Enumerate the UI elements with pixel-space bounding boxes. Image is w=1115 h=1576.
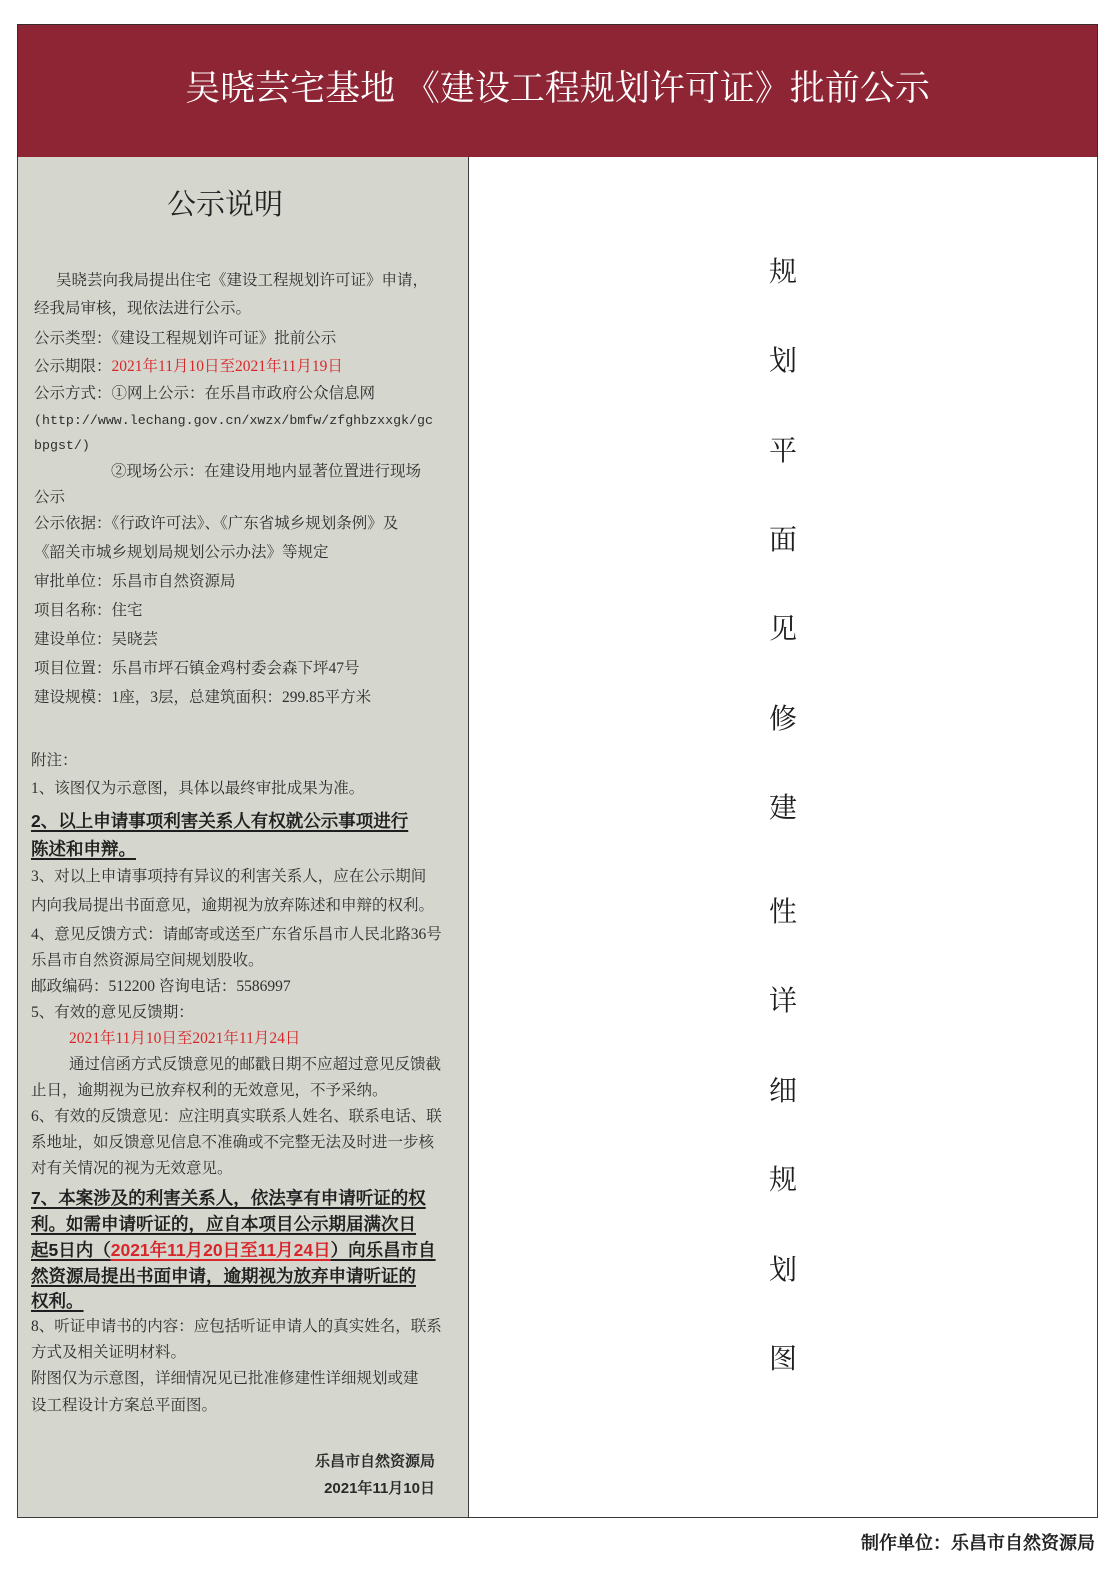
publicity-method-line: 公示方式：①网上公示：在乐昌市政府公众信息网: [34, 385, 376, 402]
postal-contact: 邮政编码：512200 咨询电话：5586997: [31, 978, 291, 995]
notice-panel: [17, 157, 469, 1518]
notes-label: 附注：: [31, 752, 78, 769]
note-6-line: 对有关情况的视为无效意见。: [31, 1160, 233, 1177]
publicity-basis-line: 《韶关市城乡规划局规划公示办法》等规定: [34, 544, 329, 561]
publicity-period-dates: 2021年11月10日至2021年11月19日: [111, 358, 343, 375]
note-7-line: 7、本案涉及的利害关系人，依法享有申请听证的权: [31, 1188, 426, 1208]
note-1: 1、该图仅为示意图，具体以最终审批成果为准。: [31, 780, 365, 797]
note-3-line: 3、对以上申请事项持有异议的利害关系人，应在公示期间: [31, 868, 427, 885]
note-7-line: 权利。: [31, 1291, 84, 1311]
closing-line: 设工程设计方案总平面图。: [31, 1397, 218, 1414]
feedback-period-dates: 2021年11月10日至2021年11月24日: [69, 1030, 301, 1047]
note-5-line: 通过信函方式反馈意见的邮戳日期不应超过意见反馈截: [69, 1056, 442, 1073]
plan-caption-char: 平: [768, 436, 797, 467]
plan-area: [469, 157, 1098, 1518]
plan-caption-char: 细: [768, 1076, 797, 1107]
approver: 审批单位：乐昌市自然资源局: [34, 573, 236, 590]
plan-caption-char: 修: [768, 704, 797, 735]
publicity-period: [34, 354, 343, 380]
publicity-method-line: ②现场公示：在建设用地内显著位置进行现场: [111, 463, 422, 480]
note-7-line: [31, 1237, 436, 1263]
note-7-text: 起5日内（: [31, 1240, 111, 1260]
publicity-basis-line: 公示依据：《行政许可法》、《广东省城乡规划条例》及: [34, 515, 399, 532]
plan-caption-char: 划: [768, 1255, 797, 1286]
intro-line: 吴晓芸向我局提出住宅《建设工程规划许可证》申请，: [56, 272, 429, 289]
note-2-line: 陈述和申辩。: [31, 839, 136, 859]
publicity-type: 公示类型：《建设工程规划许可证》批前公示: [34, 330, 337, 347]
note-7-line: 利。如需申请听证的，应自本项目公示期届满次日: [31, 1214, 416, 1234]
builder: 建设单位：吴晓芸: [34, 631, 159, 648]
plan-caption-char: 面: [768, 525, 797, 556]
notice-heading: 公示说明: [166, 189, 283, 221]
hearing-request-dates: 2021年11月20日至11月24日: [110, 1240, 331, 1260]
title-banner: [17, 24, 1098, 158]
signature-org: 乐昌市自然资源局: [314, 1453, 435, 1470]
publicity-period-label: 公示期限：: [34, 358, 112, 375]
plan-caption-char: 详: [768, 986, 797, 1017]
closing-line: 附图仅为示意图，详细情况见已批准修建性详细规划或建: [31, 1370, 419, 1387]
producer-credit: 制作单位：乐昌市自然资源局: [861, 1533, 1095, 1553]
page-title: 吴晓芸宅基地 《建设工程规划许可证》批前公示: [185, 69, 930, 108]
intro-line: 经我局审核，现依法进行公示。: [34, 300, 252, 317]
plan-caption-char: 划: [768, 346, 797, 377]
note-5-line: 止日，逾期视为已放弃权利的无效意见，不予采纳。: [31, 1082, 388, 1099]
project-name: 项目名称：住宅: [34, 602, 143, 619]
note-3-line: 内向我局提出书面意见，逾期视为放弃陈述和申辩的权利。: [31, 897, 435, 914]
plan-caption-char: 见: [768, 614, 797, 645]
plan-caption-char: 性: [768, 897, 797, 928]
plan-caption-char: 图: [768, 1344, 797, 1375]
note-8-line: 方式及相关证明材料。: [31, 1344, 187, 1361]
plan-caption-char: 建: [768, 793, 797, 824]
note-4-line: 乐昌市自然资源局空间规划股收。: [31, 952, 264, 969]
signature-date: 2021年11月10日: [324, 1480, 435, 1497]
project-location: 项目位置：乐昌市坪石镇金鸡村委会森下坪47号: [34, 660, 360, 677]
publicity-method-line: 公示: [34, 489, 66, 506]
note-4-line: 4、意见反馈方式：请邮寄或送至广东省乐昌市人民北路36号: [31, 926, 442, 943]
note-7-text: ）向乐昌市自: [330, 1240, 436, 1260]
project-scale: 建设规模：1座，3层，总建筑面积：299.85平方米: [34, 689, 372, 706]
note-5-title: 5、有效的意见反馈期：: [31, 1004, 194, 1021]
note-7-line: 然资源局提出书面申请，逾期视为放弃申请听证的: [31, 1266, 416, 1286]
note-6-line: 系地址，如反馈意见信息不准确或不完整无法及时进一步核: [31, 1134, 435, 1151]
note-8-line: 8、听证申请书的内容：应包括听证申请人的真实姓名，联系: [31, 1318, 442, 1335]
publicity-url-line: (http://www.lechang.gov.cn/xwzx/bmfw/zfghbzxxgk/gc: [34, 413, 433, 428]
note-6-line: 6、有效的反馈意见：应注明真实联系人姓名、联系电话、联: [31, 1108, 442, 1125]
publicity-url-line: bpgst/): [34, 438, 90, 453]
plan-caption-char: 规: [768, 257, 797, 288]
plan-caption-char: 规: [768, 1165, 797, 1196]
note-2-line: 2、以上申请事项利害关系人有权就公示事项进行: [31, 811, 409, 831]
